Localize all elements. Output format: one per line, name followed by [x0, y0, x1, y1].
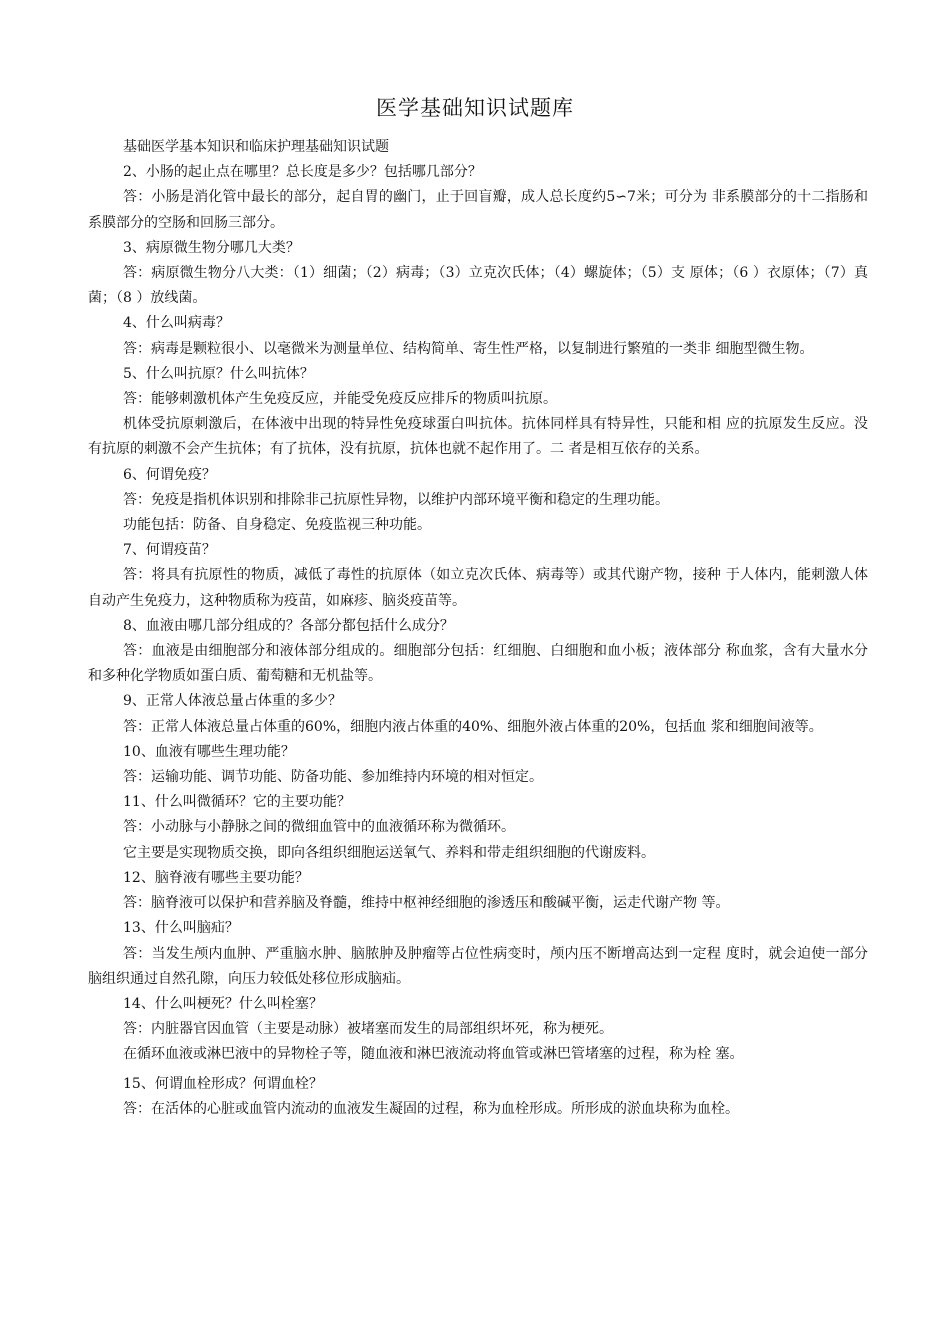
question-8: 8、血液由哪几部分组成的？各部分都包括什么成分？ — [123, 617, 454, 634]
subtitle-paragraph: 基础医学基本知识和临床护理基础知识试题 — [123, 139, 389, 155]
question-15: 15、何谓血栓形成？何谓血栓？ — [123, 1075, 323, 1092]
answer-5: 答：能够刺激机体产生免疫反应，并能受免疫反应排斥的物质叫抗原。 — [123, 391, 557, 408]
answer-6: 答：免疫是指机体识别和排除非己抗原性异物，以维护内部环境平衡和稳定的生理功能。 — [123, 491, 669, 508]
question-5: 5、什么叫抗原？什么叫抗体？ — [123, 365, 314, 382]
page-title: 医学基础知识试题库 — [376, 96, 574, 120]
question-7: 7、何谓疫苗？ — [123, 542, 216, 559]
answer-11-continued: 它主要是实现物质交换，即向各组织细胞运送氧气、养料和带走组织细胞的代谢废料。 — [123, 844, 655, 861]
answer-2: 答：小肠是消化管中最长的部分，起自胃的幽门，止于回盲瓣，成人总长度约5∽7米；可分为 非系膜部分的十二指肠和系膜部分的空肠和回肠三部分。 — [88, 189, 868, 231]
question-14: 14、什么叫梗死？什么叫栓塞？ — [123, 995, 323, 1012]
answer-4: 答：病毒是颗粒很小、以毫微米为测量单位、结构简单、寄生性严格，以复制进行繁殖的一类非 细胞型微生物。 — [123, 340, 814, 357]
answer-14: 答：内脏器官因血管（主要是动脉）被堵塞而发生的局部组织坏死，称为梗死。 — [123, 1021, 613, 1038]
question-2: 2、小肠的起止点在哪里？总长度是多少？包括哪几部分？ — [123, 164, 482, 181]
answer-11: 答：小动脉与小静脉之间的微细血管中的血液循环称为微循环。 — [123, 819, 515, 836]
question-3: 3、病原微生物分哪几大类？ — [123, 239, 300, 256]
question-11: 11、什么叫微循环？它的主要功能？ — [123, 794, 351, 811]
question-10: 10、血液有哪些生理功能？ — [123, 743, 295, 760]
answer-9: 答：正常人体液总量占体重的60%，细胞内液占体重的40%、细胞外液占体重的20%，包括血 浆和细胞间液等。 — [123, 718, 823, 735]
answer-5-continued: 机体受抗原刺激后，在体液中出现的特异性免疫球蛋白叫抗体。抗体同样具有特异性，只能和相 应的抗原发生反应。没有抗原的刺激不会产生抗体；有了抗体，没有抗原，抗体也就不起作用了。二 者是相互依存的关系。 — [88, 416, 868, 458]
answer-15: 答：在活体的心脏或血管内流动的血液发生凝固的过程，称为血栓形成。所形成的淤血块称为血栓。 — [123, 1100, 739, 1117]
question-13: 13、什么叫脑疝？ — [123, 920, 239, 937]
question-6: 6、何谓免疫？ — [123, 466, 216, 483]
answer-13: 答：当发生颅内血肿、严重脑水肿、脑脓肿及肿瘤等占位性病变时，颅内压不断增高达到一定程 度时，就会迫使一部分脑组织通过自然孔隙，向压力较低处移位形成脑疝。 — [88, 945, 868, 987]
answer-14-continued: 在循环血液或淋巴液中的异物栓子等，随血液和淋巴液流动将血管或淋巴管堵塞的过程，称为栓 塞。 — [123, 1046, 744, 1063]
answer-12: 答：脑脊液可以保护和营养脑及脊髓，维持中枢神经细胞的渗透压和酸碱平衡，运走代谢产物 等。 — [123, 895, 730, 912]
answer-6-continued: 功能包括：防备、自身稳定、免疫监视三种功能。 — [123, 517, 431, 534]
answer-7: 答：将具有抗原性的物质，减低了毒性的抗原体（如立克次氏体、病毒等）或其代谢产物，接种 于人体内，能刺激人体自动产生免疫力，这种物质称为疫苗，如麻疹、脑炎疫苗等。 — [88, 567, 868, 609]
question-12: 12、脑脊液有哪些主要功能？ — [123, 869, 309, 886]
answer-8: 答：血液是由细胞部分和液体部分组成的。细胞部分包括：红细胞、白细胞和血小板；液体部分 称血浆，含有大量水分和多种化学物质如蛋白质、葡萄糖和无机盐等。 — [88, 643, 868, 685]
question-9: 9、正常人体液总量占体重的多少？ — [123, 693, 342, 710]
answer-3: 答：病原微生物分八大类：（1）细菌；（2）病毒；（3）立克次氏体；（4）螺旋体；（5）支 原体；（6 ）衣原体；（7）真菌；（8 ）放线菌。 — [88, 265, 868, 307]
question-4: 4、什么叫病毒？ — [123, 315, 230, 332]
answer-10: 答：运输功能、调节功能、防备功能、参加维持内环境的相对恒定。 — [123, 769, 543, 786]
document-body — [88, 135, 868, 1122]
